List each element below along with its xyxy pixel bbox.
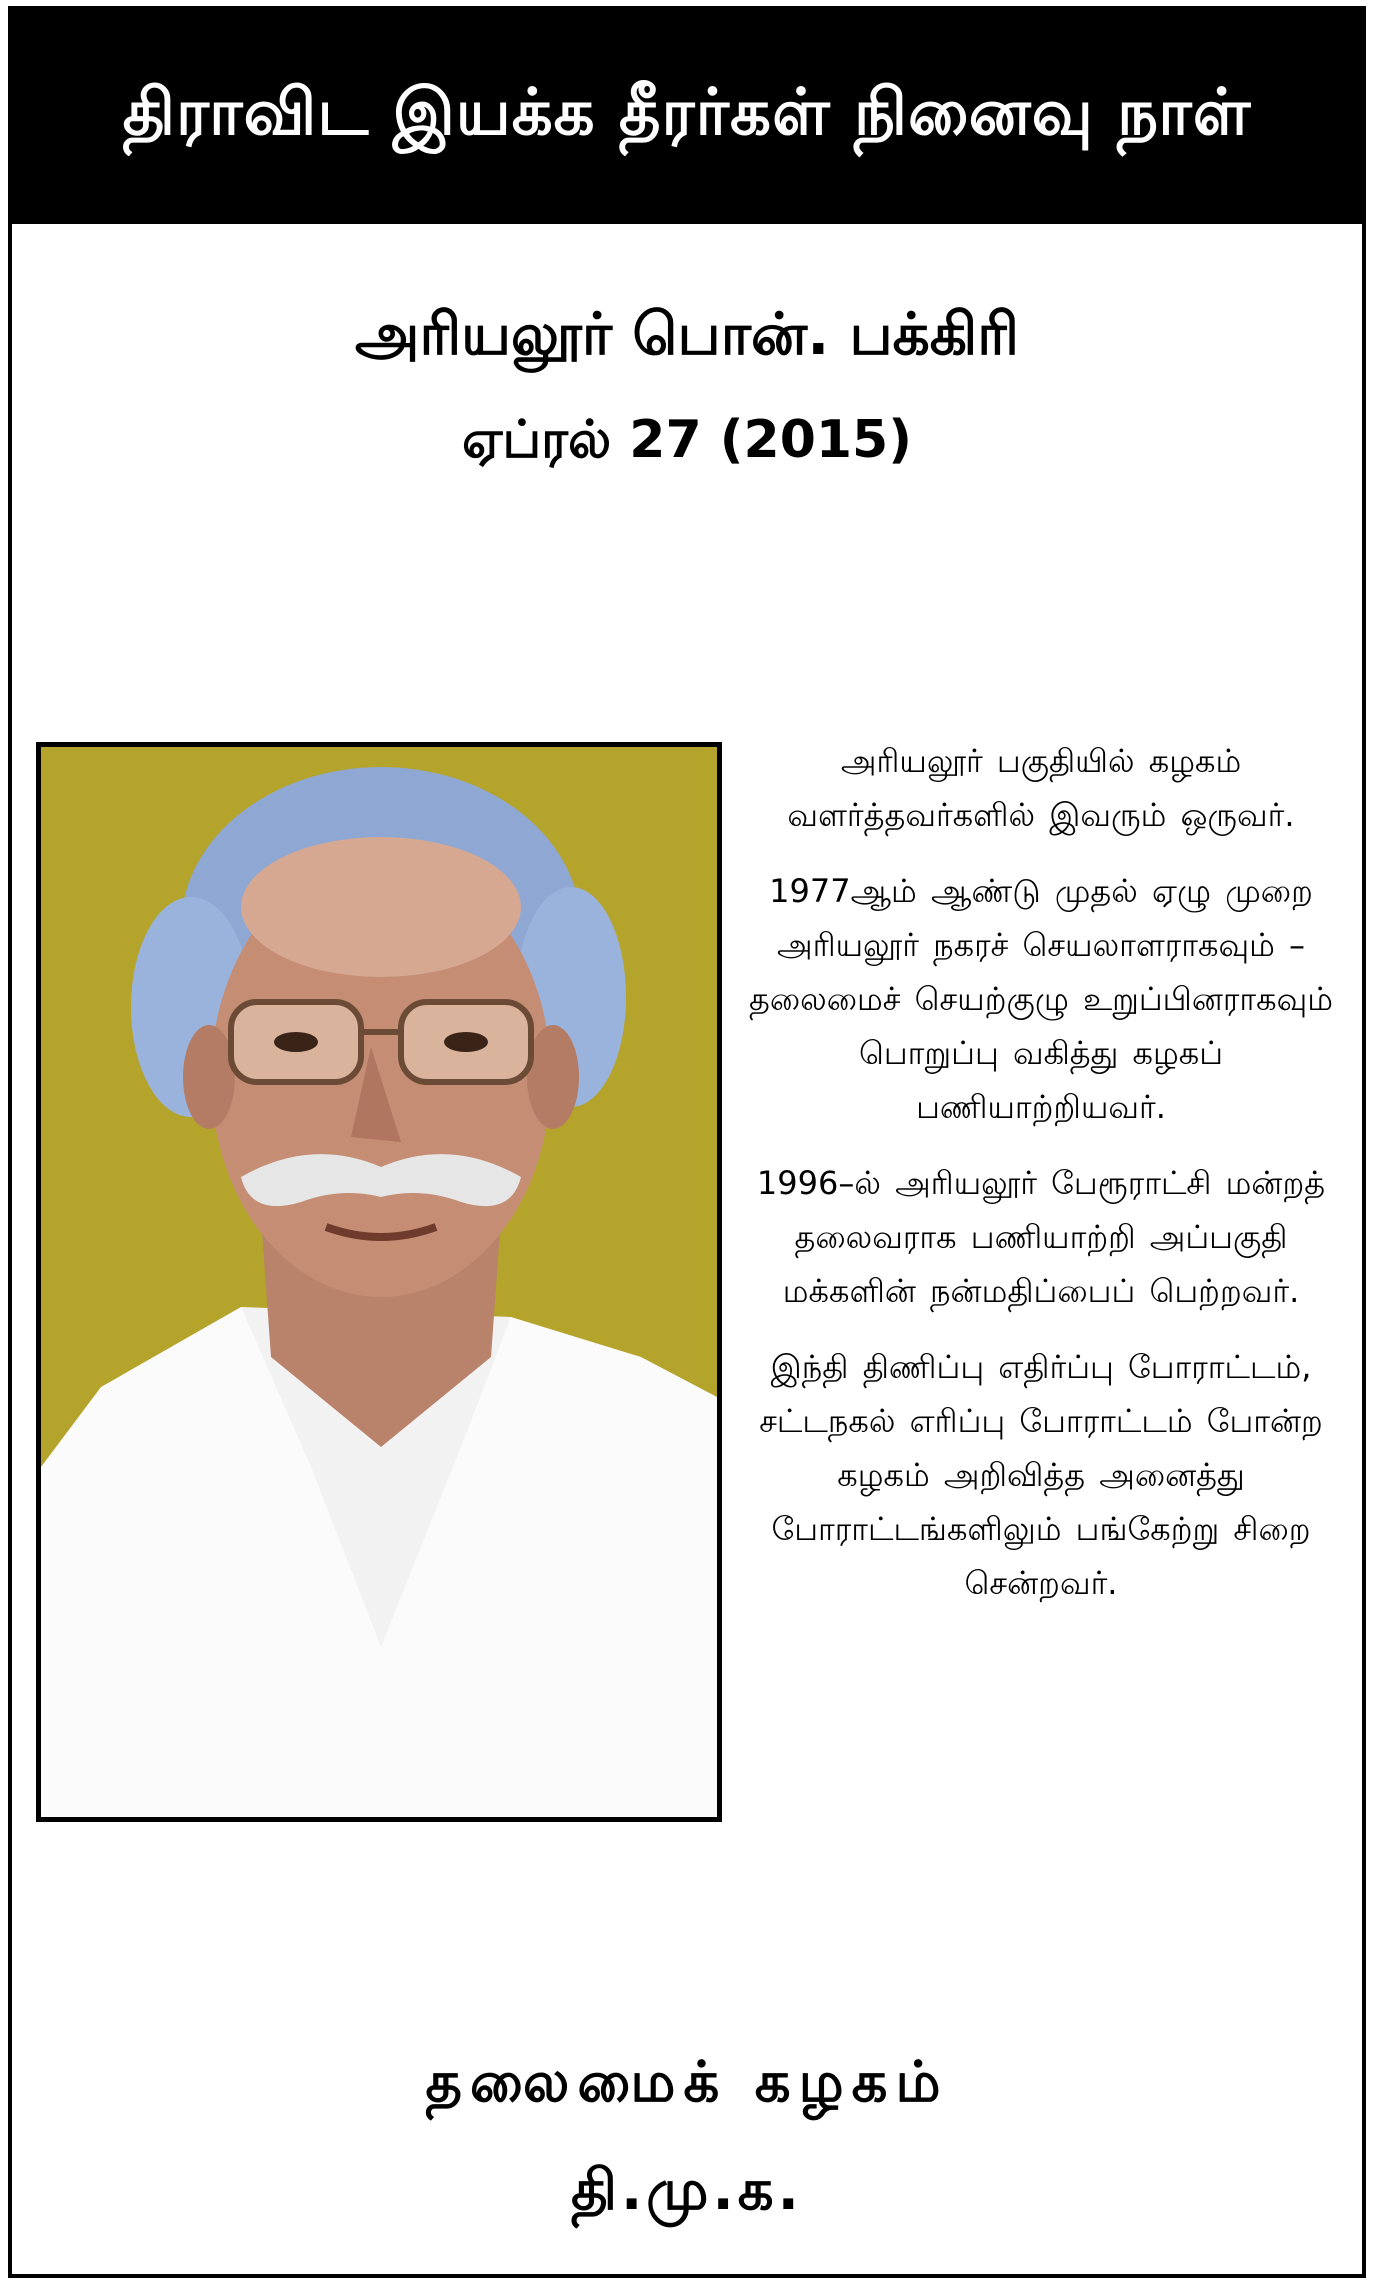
memorial-date: ஏப்ரல் 27 (2015) bbox=[461, 410, 913, 470]
person-name: அரியலூர் பொன். பக்கிரி bbox=[355, 300, 1019, 368]
bio-paragraph: 1996–ல் அரியலூர் பேரூராட்சி மன்றத் தலைவராக பணியாற்றி அப்பகுதி மக்களின் நன்மதிப்பைப் பெற்றவர். bbox=[756, 1164, 1326, 1310]
banner-title: திராவிட இயக்க தீரர்கள் நினைவு நாள் bbox=[122, 76, 1252, 150]
banner bbox=[12, 10, 1362, 224]
biography bbox=[736, 734, 1346, 1632]
footer-organization: தலைமைக் கழகம் bbox=[425, 2050, 949, 2115]
bio-paragraph: இந்தி திணிப்பு எதிர்ப்பு போராட்டம், சட்டநகல் எரிப்பு போராட்டம் போன்ற கழகம் அறிவித்த அனைத்து போராட்டங்களிலும் பங்கேற்று சிறை சென்றவர். bbox=[759, 1348, 1323, 1602]
portrait-photo bbox=[36, 742, 722, 1822]
footer-party: தி.மு.க. bbox=[571, 2158, 803, 2223]
notice-frame bbox=[8, 6, 1366, 2278]
bio-paragraph: அரியலூர் பகுதியில் கழகம் வளர்த்தவர்களில் இவரும் ஒருவர். bbox=[787, 742, 1295, 834]
portrait-illustration bbox=[41, 747, 717, 1817]
bio-paragraph: 1977ஆம் ஆண்டு முதல் ஏழு முறை அரியலூர் நகரச் செயலாளராகவும் – தலைமைச் செயற்குழு உறுப்பினராகவும் பொறுப்பு வகித்து கழகப் பணியாற்றியவர். bbox=[749, 872, 1333, 1126]
